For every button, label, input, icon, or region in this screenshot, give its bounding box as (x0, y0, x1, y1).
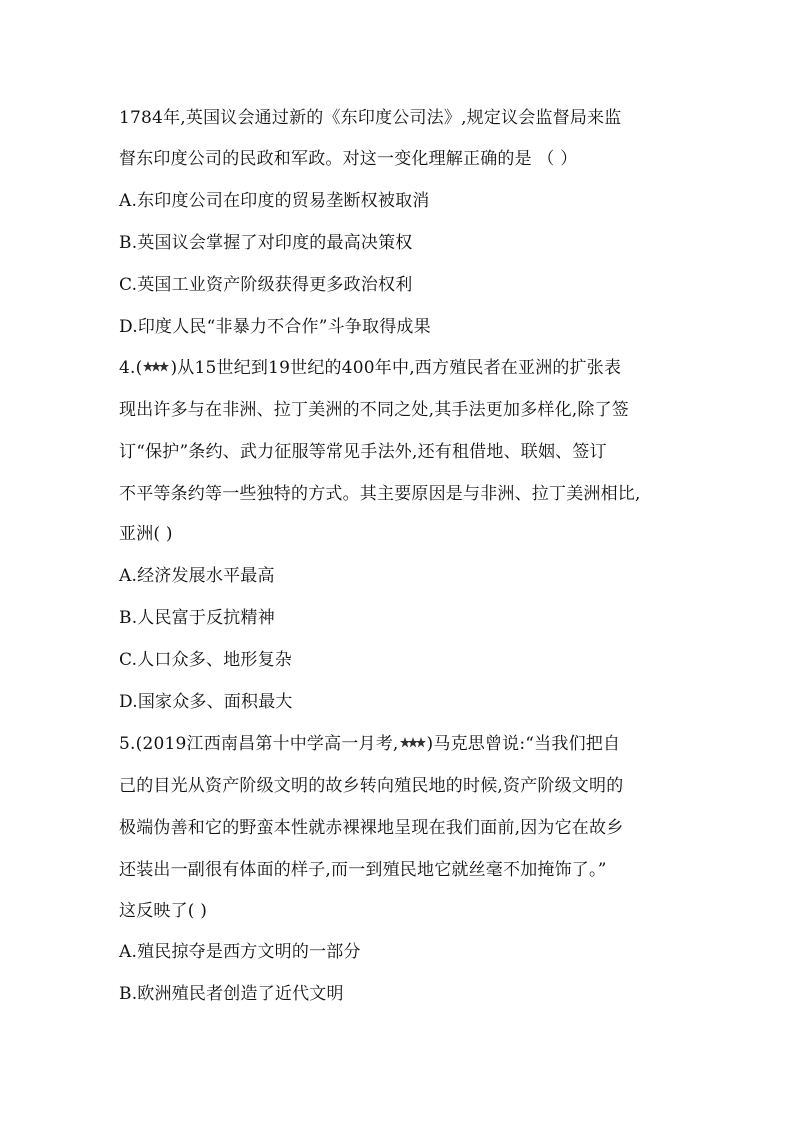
difficulty-stars-icon (400, 736, 426, 750)
q4-option-d: D.国家众多、面积最大 (119, 692, 293, 712)
q4-stem-line-5: 亚洲( ) (119, 524, 173, 544)
q5-number-source: 5.(2019江西南昌第十中学高一月考, (119, 734, 399, 754)
q4-stem-text: )从15世纪到19世纪的400年中,西方殖民者在亚洲的扩张表 (170, 358, 622, 378)
q4-option-b: B.人民富于反抗精神 (119, 608, 275, 628)
q5-stem-line-5: 这反映了( ) (119, 901, 208, 921)
q5-stem-text: )马克思曾说:“当我们把自 (426, 734, 621, 754)
q4-stem-line-4: 不平等条约等一些独特的方式。其主要原因是与非洲、拉丁美洲相比, (119, 484, 641, 504)
difficulty-stars-icon (143, 360, 169, 374)
q4-number: 4.( (119, 358, 143, 378)
q3-option-d: D.印度人民“非暴力不合作”斗争取得成果 (119, 317, 431, 337)
q3-stem-line-2: 督东印度公司的民政和军政。对这一变化理解正确的是 （ ） (119, 149, 578, 169)
q5-stem-line-2: 己的目光从资产阶级文明的故乡转向殖民地的时候,资产阶级文明的 (119, 776, 624, 796)
q5-option-a: A.殖民掠夺是西方文明的一部分 (119, 942, 361, 962)
q4-stem-line-3: 订“保护”条约、武力征服等常见手法外,还有租借地、联姻、签订 (119, 442, 607, 462)
q3-option-c: C.英国工业资产阶级获得更多政治权利 (119, 275, 413, 295)
q5-option-b: B.欧洲殖民者创造了近代文明 (119, 984, 344, 1004)
q4-stem-line-2: 现出许多与在非洲、拉丁美洲的不同之处,其手法更加多样化,除了签 (119, 400, 630, 420)
q3-option-b: B.英国议会掌握了对印度的最高决策权 (119, 233, 413, 253)
q3-option-a: A.东印度公司在印度的贸易垄断权被取消 (119, 191, 430, 211)
q4-option-a: A.经济发展水平最高 (119, 566, 275, 586)
q3-stem-line-1: 1784年,英国议会通过新的《东印度公司法》,规定议会监督局来监 (119, 108, 622, 128)
q4-stem-line-1 (119, 356, 621, 380)
q5-stem-line-3: 极端伪善和它的野蛮本性就赤裸裸地呈现在我们面前,因为它在故乡 (119, 818, 624, 838)
q5-stem-line-4: 还装出一副很有体面的样子,而一到殖民地它就丝毫不加掩饰了。” (119, 860, 607, 880)
q4-option-c: C.人口众多、地形复杂 (119, 650, 293, 670)
q5-stem-line-1 (119, 732, 620, 756)
